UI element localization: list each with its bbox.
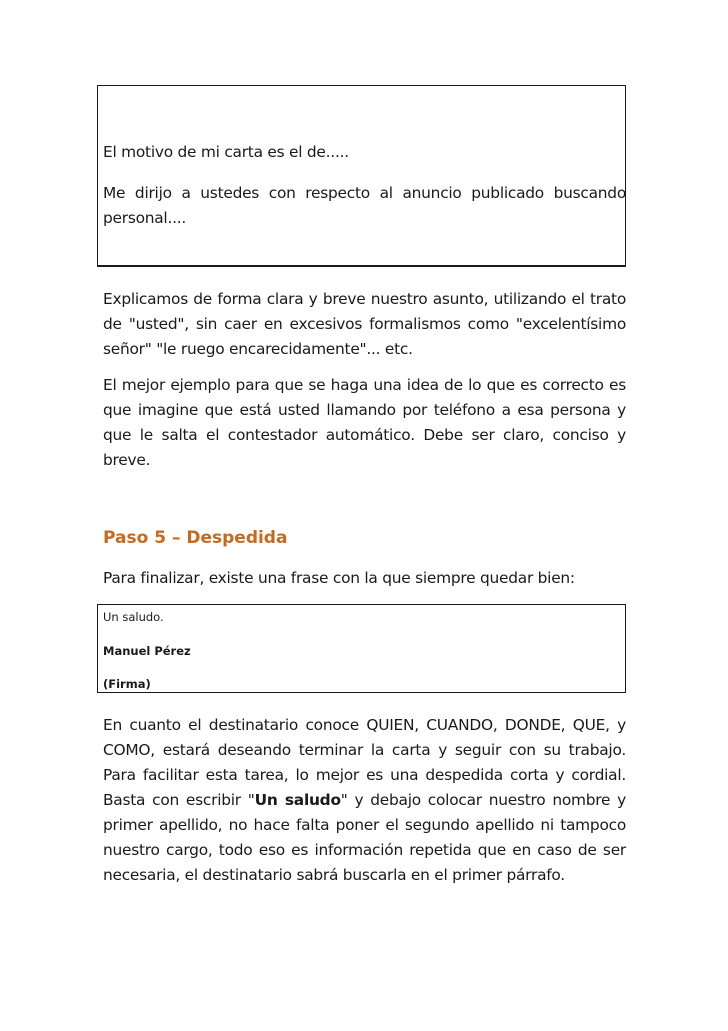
paragraph-en-cuanto-bold: Un saludo (254, 791, 341, 809)
paragraph-en-cuanto (103, 713, 626, 888)
paragraph-ejemplo: El mejor ejemplo para que se haga una idea de lo que es correcto es que imagine que está usted llamando por teléfono a esa persona y que le salta el contestador automático. Debe ser claro, conciso y breve. (103, 376, 626, 469)
paragraph-explicamos: Explicamos de forma clara y breve nuestro asunto, utilizando el trato de "usted", sin caer en excesivos formalismos como "excelentísimo señor" "le ruego encarecidamente"... etc. (103, 290, 626, 358)
example-text-box (97, 85, 626, 267)
box-line-motivo: El motivo de mi carta es el de..... (103, 143, 349, 161)
closing-name: Manuel Pérez (103, 644, 191, 658)
section-heading-despedida: Paso 5 – Despedida (103, 528, 288, 548)
paragraph-en-cuanto-text-2: " y debajo colocar nuestro nombre y primer apellido, no hace falta poner el segundo apellido ni tampoco nuestro cargo, todo eso es información repetida que en caso de ser necesaria, el destinatario sabrá buscarla en el primer párrafo. (103, 791, 626, 884)
paragraph-finalizar: Para finalizar, existe una frase con la que siempre quedar bien: (103, 569, 575, 587)
closing-signature: (Firma) (103, 677, 151, 691)
paragraph-en-cuanto-text-1: En cuanto el destinatario conoce QUIEN, CUANDO, DONDE, QUE, y COMO, estará deseando terminar la carta y seguir con su trabajo. Para facilitar esta tarea, lo mejor es una despedida corta y cordial. Basta con escribir " (103, 716, 626, 809)
closing-greeting: Un saludo. (103, 610, 164, 624)
box-line-dirijo: Me dirijo a ustedes con respecto al anuncio publicado buscando personal.... (103, 184, 626, 227)
